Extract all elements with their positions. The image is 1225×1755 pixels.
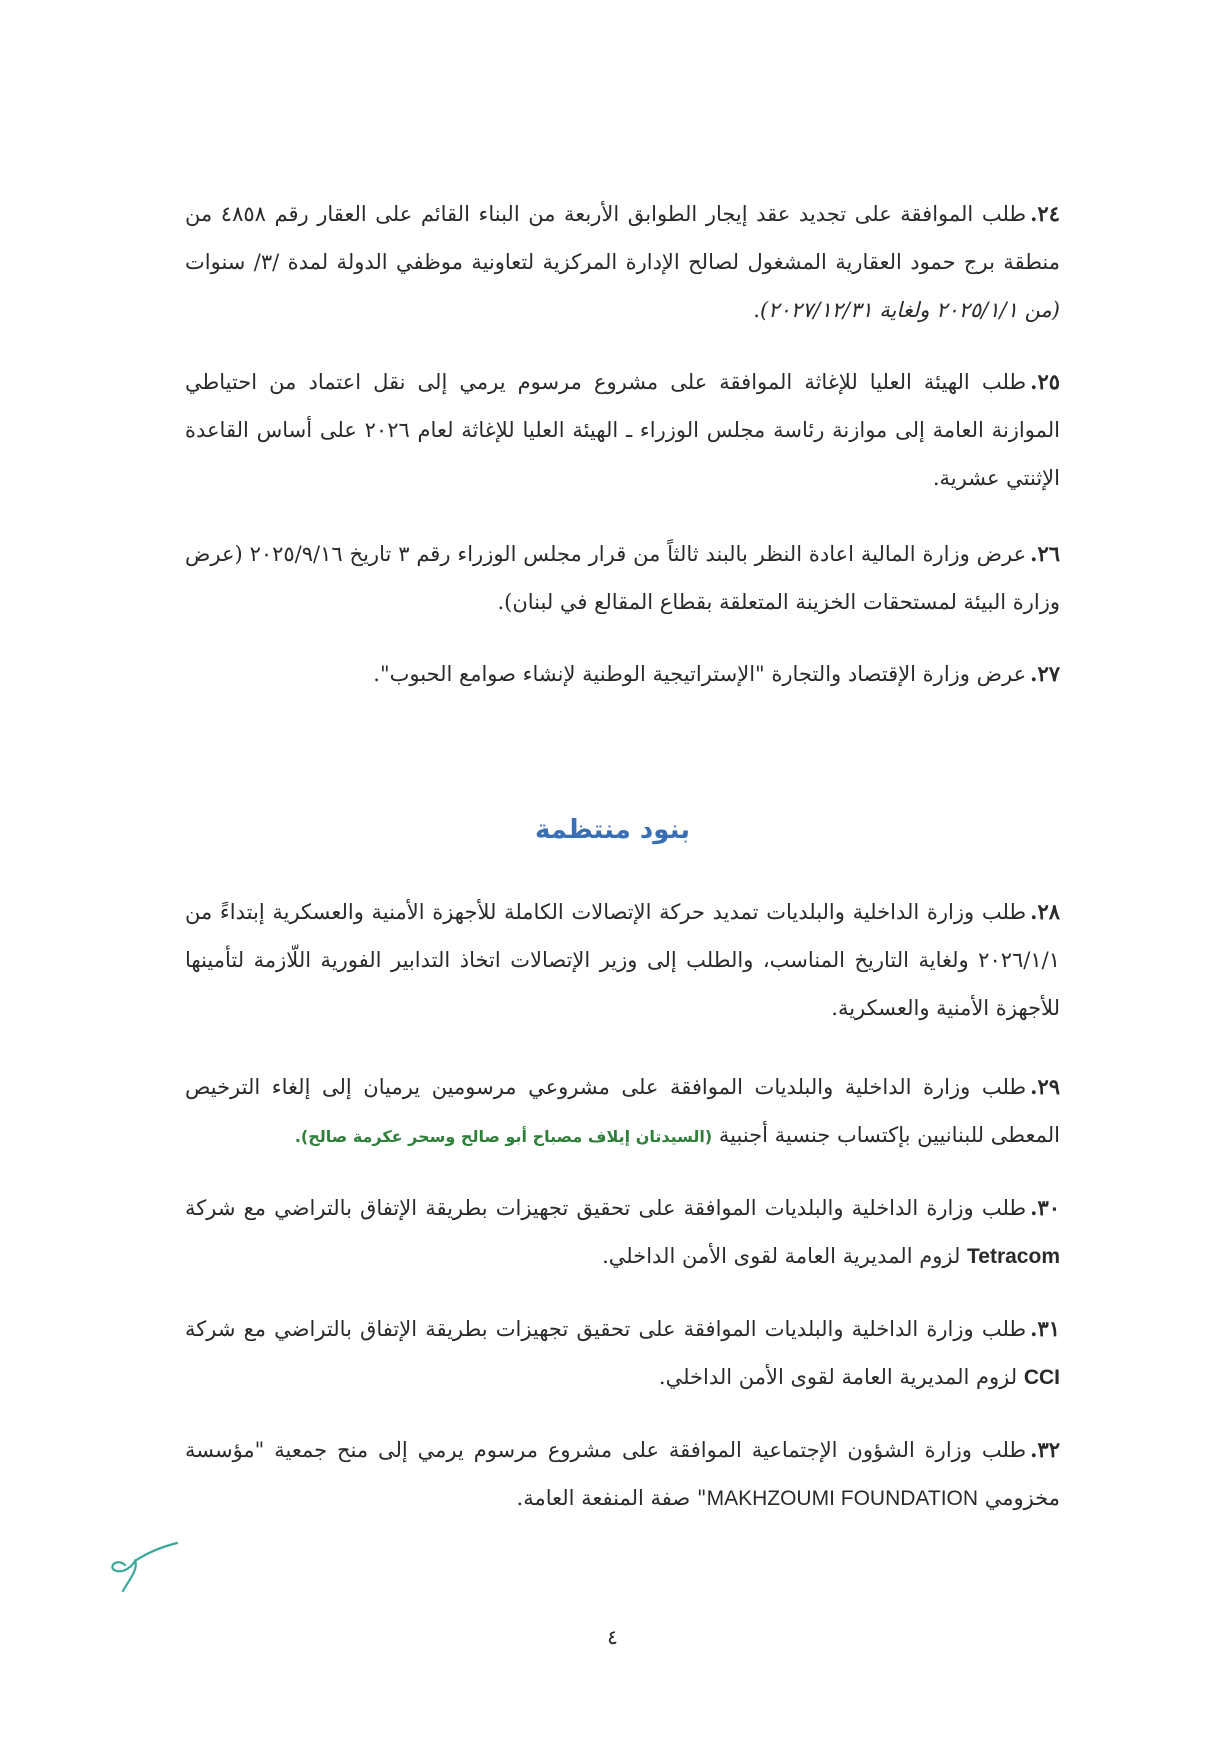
item-text: عرض وزارة الإقتصاد والتجارة "الإستراتيجية الوطنية لإنشاء صوامع الحبوب". — [373, 662, 1027, 686]
agenda-item-26 — [185, 530, 1060, 626]
foundation-name: MAKHZOUMI FOUNDATION — [706, 1487, 979, 1510]
item-names-note: (السيدتان إيلاف مصباح أبو صالح وسحر عكرمة صالح). — [294, 1127, 713, 1146]
signature-mark — [105, 1535, 185, 1595]
agenda-item-27 — [185, 650, 1060, 698]
agenda-item-31 — [185, 1305, 1060, 1402]
item-text: طلب الموافقة على تجديد عقد إيجار الطوابق الأربعة من البناء القائم على العقار رقم ٤٨٥٨ من منطقة برج حمود العقارية المشغول لصالح الإدارة المركزية لتعاونية موظفي الدولة لمدة /٣/ سنوات — [185, 202, 1061, 274]
item-text: طلب الهيئة العليا للإغاثة الموافقة على مشروع مرسوم يرمي إلى نقل اعتماد من احتياطي الموازنة العامة إلى موازنة رئاسة مجلس الوزراء ـ الهيئة العليا للإغاثة لعام ٢٠٢٦ على أساس القاعدة الإثنتي عشرية. — [185, 370, 1060, 490]
agenda-item-29 — [185, 1063, 1060, 1161]
item-text-after: " صفة المنفعة العامة. — [516, 1486, 707, 1510]
item-number: ٢٨. — [1030, 899, 1060, 924]
page-number: ٤ — [607, 1625, 618, 1649]
item-text: عرض وزارة المالية اعادة النظر بالبند ثالثاً من قرار مجلس الوزراء رقم ٣ تاريخ ٢٠٢٥/٩/١٦ (عرض وزارة البيئة لمستحقات الخزينة المتعلقة بقطاع المقالع في لبنان). — [185, 542, 1060, 614]
item-number: ٢٤. — [1030, 201, 1060, 226]
item-number: ٢٧. — [1030, 661, 1060, 686]
company-name: Tetracom — [967, 1245, 1060, 1268]
company-name: CCI — [1023, 1366, 1060, 1389]
item-text-after: لزوم المديرية العامة لقوى الأمن الداخلي. — [658, 1365, 1024, 1389]
item-number: ٣٢. — [1030, 1437, 1060, 1462]
agenda-item-24 — [185, 190, 1060, 334]
agenda-item-30 — [185, 1184, 1060, 1281]
item-text-after: لزوم المديرية العامة لقوى الأمن الداخلي. — [602, 1244, 968, 1268]
section-heading: بنود منتظمة — [535, 815, 690, 845]
item-text: طلب وزارة الداخلية والبلديات تمديد حركة الإتصالات الكاملة للأجهزة الأمنية والعسكرية إبتداءً من ٢٠٢٦/١/١ ولغاية التاريخ المناسب، والطلب إلى وزير الإتصالات اتخاذ التدابير الفورية اللّازمة لتأمينها للأجهزة الأمنية والعسكرية. — [185, 900, 1060, 1020]
item-number: ٢٥. — [1030, 369, 1060, 394]
item-text: طلب وزارة الشؤون الإجتماعية الموافقة على مشروع مرسوم يرمي إلى منح جمعية "مؤسسة مخزومي — [185, 1438, 1060, 1510]
item-date-range: (من ٢٠٢٥/١/١ ولغاية ٢٠٢٧/١٢/٣١) — [759, 298, 1060, 322]
item-number: ٣١. — [1030, 1316, 1060, 1341]
agenda-item-32 — [185, 1426, 1060, 1523]
item-text: طلب وزارة الداخلية والبلديات الموافقة على تحقيق تجهيزات بطريقة الإتفاق بالتراضي مع شركة — [185, 1317, 1027, 1341]
item-text: طلب وزارة الداخلية والبلديات الموافقة على مشروعي مرسومين يرميان إلى إلغاء الترخيص المعطى للبنانيين بإكتساب جنسية أجنبية — [185, 1075, 1060, 1147]
agenda-item-25 — [185, 358, 1060, 502]
agenda-item-28 — [185, 888, 1060, 1032]
item-number: ٢٩. — [1030, 1074, 1060, 1099]
item-end: . — [753, 298, 760, 322]
item-number: ٣٠. — [1030, 1195, 1060, 1220]
item-text: طلب وزارة الداخلية والبلديات الموافقة على تحقيق تجهيزات بطريقة الإتفاق بالتراضي مع شركة — [185, 1196, 1027, 1220]
item-number: ٢٦. — [1030, 541, 1061, 566]
